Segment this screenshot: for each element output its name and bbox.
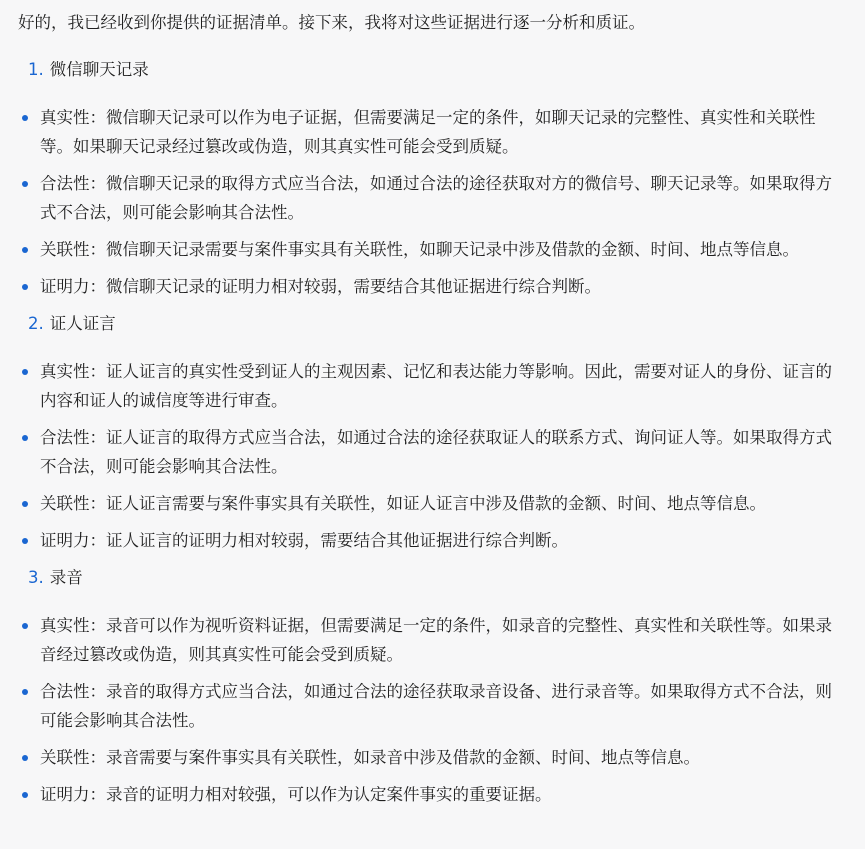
list-item: [18, 272, 847, 301]
bullet-dot-icon: [22, 115, 28, 121]
bullet-dot-icon: [22, 284, 28, 290]
point-label: 合法性：: [40, 682, 106, 701]
point-text: 证人证言的取得方式应当合法，如通过合法的途径获取证人的联系方式、询问证人等。如果取得方式不合法，则可能会影响其合法性。: [40, 428, 832, 476]
point-text: 录音需要与案件事实具有关联性，如录音中涉及借款的金额、时间、地点等信息。: [106, 748, 700, 767]
section-title: 微信聊天记录: [49, 60, 149, 79]
bullet-dot-icon: [22, 623, 28, 629]
section-title: 证人证言: [49, 314, 116, 333]
section-number: 1.: [28, 60, 44, 79]
point-text: 录音的取得方式应当合法，如通过合法的途径获取录音设备、进行录音等。如果取得方式不合法，则可能会影响其合法性。: [40, 682, 832, 730]
section-heading: [28, 311, 847, 337]
bullet-dot-icon: [22, 792, 28, 798]
bullet-dot-icon: [22, 181, 28, 187]
bullet-dot-icon: [22, 435, 28, 441]
point-label: 关联性：: [40, 240, 106, 259]
point-label: 真实性：: [40, 616, 106, 635]
section-number: 2.: [28, 314, 44, 333]
point-text: 微信聊天记录的证明力相对较弱，需要结合其他证据进行综合判断。: [106, 277, 601, 296]
intro-text: 好的，我已经收到你提供的证据清单。接下来，我将对这些证据进行逐一分析和质证。: [18, 13, 645, 32]
point-label: 证明力：: [40, 785, 106, 804]
list-item: [18, 780, 847, 809]
list-item: [18, 611, 847, 669]
section-heading: [28, 565, 847, 591]
list-item: [18, 169, 847, 227]
point-label: 真实性：: [40, 108, 106, 127]
point-text: 微信聊天记录需要与案件事实具有关联性，如聊天记录中涉及借款的金额、时间、地点等信息。: [106, 240, 799, 259]
point-label: 合法性：: [40, 428, 106, 447]
list-item: [18, 235, 847, 264]
point-text: 证人证言的证明力相对较弱，需要结合其他证据进行综合判断。: [106, 531, 568, 550]
bullet-dot-icon: [22, 755, 28, 761]
point-text: 证人证言需要与案件事实具有关联性，如证人证言中涉及借款的金额、时间、地点等信息。: [106, 494, 766, 513]
list-item: [18, 526, 847, 555]
section-wechat-records: [18, 57, 847, 301]
bullet-dot-icon: [22, 538, 28, 544]
point-text: 录音可以作为视听资料证据，但需要满足一定的条件，如录音的完整性、真实性和关联性等。如果录音经过篡改或伪造，则其真实性可能会受到质疑。: [40, 616, 832, 664]
point-text: 微信聊天记录可以作为电子证据，但需要满足一定的条件，如聊天记录的完整性、真实性和关联性等。如果聊天记录经过篡改或伪造，则其真实性可能会受到质疑。: [40, 108, 816, 156]
point-label: 真实性：: [40, 362, 106, 381]
list-item: [18, 489, 847, 518]
list-item: [18, 677, 847, 735]
point-label: 合法性：: [40, 174, 106, 193]
list-item: [18, 423, 847, 481]
list-item: [18, 103, 847, 161]
section-heading: [28, 57, 847, 83]
point-text: 微信聊天记录的取得方式应当合法，如通过合法的途径获取对方的微信号、聊天记录等。如果取得方式不合法，则可能会影响其合法性。: [40, 174, 832, 222]
point-label: 关联性：: [40, 748, 106, 767]
list-item: [18, 743, 847, 772]
section-witness-testimony: [18, 311, 847, 555]
point-label: 关联性：: [40, 494, 106, 513]
analysis-list: [18, 611, 847, 809]
point-text: 录音的证明力相对较强，可以作为认定案件事实的重要证据。: [106, 785, 552, 804]
bullet-dot-icon: [22, 247, 28, 253]
point-text: 证人证言的真实性受到证人的主观因素、记忆和表达能力等影响。因此，需要对证人的身份、证言的内容和证人的诚信度等进行审查。: [40, 362, 832, 410]
analysis-list: [18, 103, 847, 301]
bullet-dot-icon: [22, 369, 28, 375]
analysis-list: [18, 357, 847, 555]
section-audio-recording: [18, 565, 847, 809]
section-number: 3.: [28, 568, 44, 587]
list-item: [18, 357, 847, 415]
point-label: 证明力：: [40, 277, 106, 296]
bullet-dot-icon: [22, 689, 28, 695]
section-title: 录音: [49, 568, 83, 587]
bullet-dot-icon: [22, 501, 28, 507]
point-label: 证明力：: [40, 531, 106, 550]
